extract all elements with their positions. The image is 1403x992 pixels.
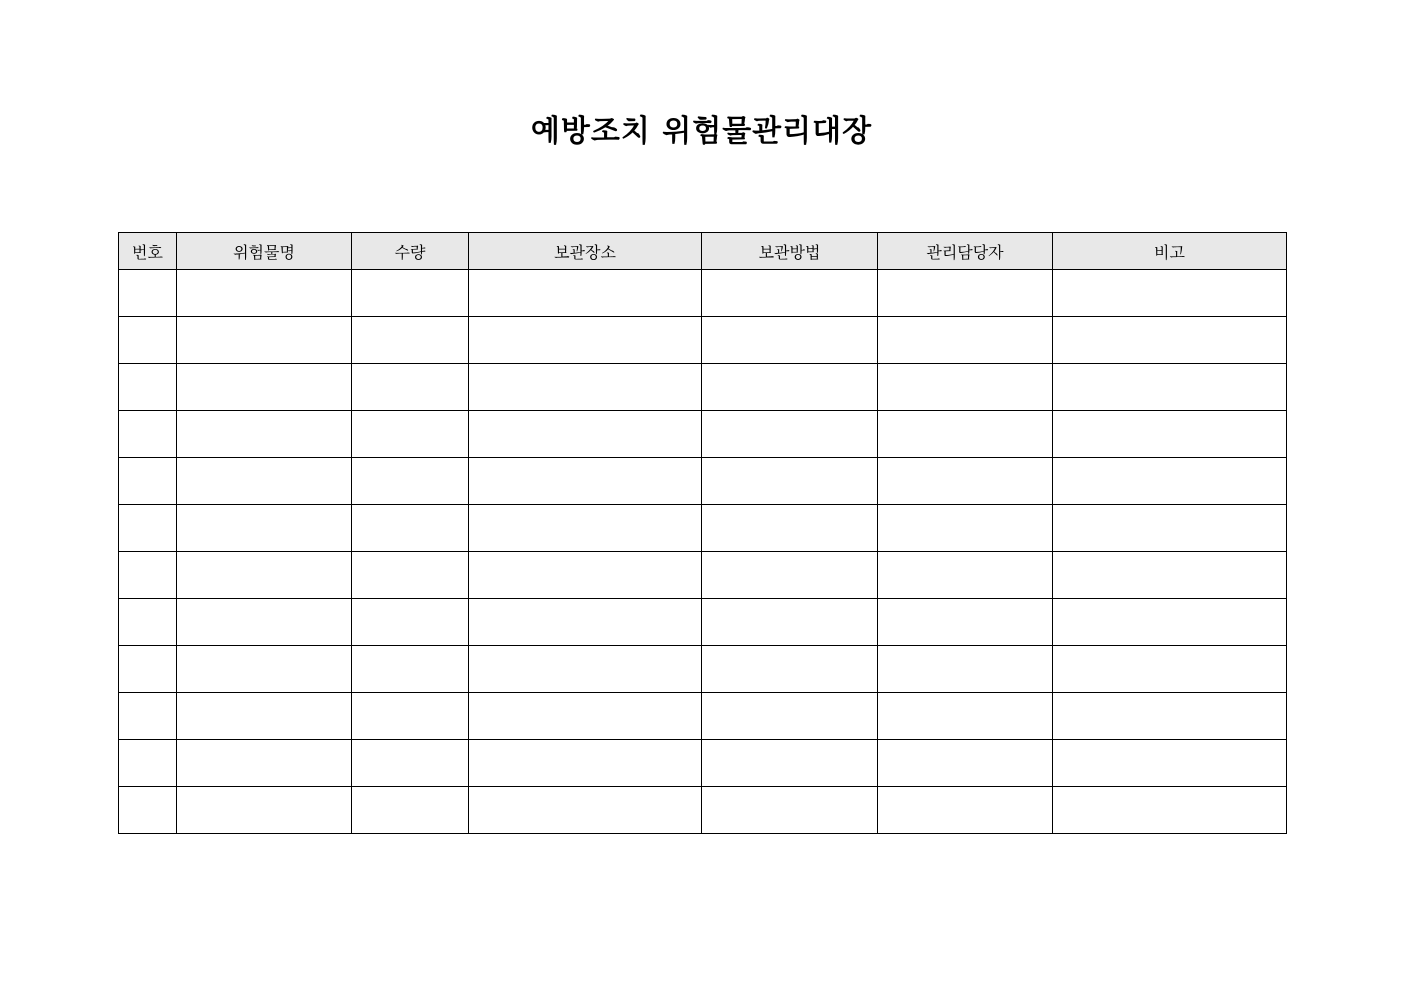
- cell-material-name[interactable]: [177, 552, 352, 599]
- cell-material-name[interactable]: [177, 411, 352, 458]
- cell-remarks[interactable]: [1053, 693, 1287, 740]
- cell-manager[interactable]: [878, 411, 1053, 458]
- cell-storage-location[interactable]: [469, 317, 702, 364]
- cell-quantity[interactable]: [352, 787, 469, 834]
- cell-number[interactable]: [119, 646, 177, 693]
- cell-quantity[interactable]: [352, 458, 469, 505]
- cell-quantity[interactable]: [352, 693, 469, 740]
- cell-remarks[interactable]: [1053, 787, 1287, 834]
- cell-remarks[interactable]: [1053, 599, 1287, 646]
- cell-material-name[interactable]: [177, 740, 352, 787]
- cell-material-name[interactable]: [177, 270, 352, 317]
- cell-quantity[interactable]: [352, 552, 469, 599]
- cell-remarks[interactable]: [1053, 317, 1287, 364]
- cell-quantity[interactable]: [352, 740, 469, 787]
- cell-storage-method[interactable]: [702, 787, 878, 834]
- table-row: [119, 411, 1287, 458]
- cell-quantity[interactable]: [352, 317, 469, 364]
- cell-manager[interactable]: [878, 599, 1053, 646]
- cell-storage-method[interactable]: [702, 693, 878, 740]
- cell-quantity[interactable]: [352, 599, 469, 646]
- cell-remarks[interactable]: [1053, 740, 1287, 787]
- cell-manager[interactable]: [878, 740, 1053, 787]
- cell-number[interactable]: [119, 411, 177, 458]
- cell-storage-method[interactable]: [702, 740, 878, 787]
- cell-quantity[interactable]: [352, 364, 469, 411]
- cell-storage-location[interactable]: [469, 599, 702, 646]
- cell-number[interactable]: [119, 693, 177, 740]
- cell-storage-location[interactable]: [469, 270, 702, 317]
- cell-material-name[interactable]: [177, 458, 352, 505]
- table-header-row: [119, 233, 1287, 270]
- cell-number[interactable]: [119, 270, 177, 317]
- cell-storage-method[interactable]: [702, 458, 878, 505]
- cell-number[interactable]: [119, 458, 177, 505]
- table-row: [119, 270, 1287, 317]
- cell-storage-method[interactable]: [702, 317, 878, 364]
- cell-storage-method[interactable]: [702, 505, 878, 552]
- cell-material-name[interactable]: [177, 693, 352, 740]
- cell-manager[interactable]: [878, 270, 1053, 317]
- cell-remarks[interactable]: [1053, 458, 1287, 505]
- cell-storage-location[interactable]: [469, 693, 702, 740]
- cell-remarks[interactable]: [1053, 552, 1287, 599]
- table-row: [119, 317, 1287, 364]
- cell-remarks[interactable]: [1053, 364, 1287, 411]
- cell-number[interactable]: [119, 364, 177, 411]
- cell-storage-location[interactable]: [469, 411, 702, 458]
- cell-number[interactable]: [119, 740, 177, 787]
- cell-storage-location[interactable]: [469, 552, 702, 599]
- table-row: [119, 505, 1287, 552]
- cell-manager[interactable]: [878, 646, 1053, 693]
- cell-material-name[interactable]: [177, 364, 352, 411]
- header-quantity: 수량: [352, 233, 469, 270]
- cell-manager[interactable]: [878, 317, 1053, 364]
- cell-remarks[interactable]: [1053, 270, 1287, 317]
- cell-storage-method[interactable]: [702, 411, 878, 458]
- cell-material-name[interactable]: [177, 317, 352, 364]
- cell-storage-method[interactable]: [702, 599, 878, 646]
- cell-storage-location[interactable]: [469, 458, 702, 505]
- cell-quantity[interactable]: [352, 411, 469, 458]
- cell-storage-method[interactable]: [702, 552, 878, 599]
- cell-remarks[interactable]: [1053, 411, 1287, 458]
- cell-quantity[interactable]: [352, 270, 469, 317]
- header-storage-method: 보관방법: [702, 233, 878, 270]
- table-row: [119, 787, 1287, 834]
- table-row: [119, 740, 1287, 787]
- cell-number[interactable]: [119, 552, 177, 599]
- cell-manager[interactable]: [878, 787, 1053, 834]
- table-row: [119, 693, 1287, 740]
- cell-number[interactable]: [119, 317, 177, 364]
- hazardous-materials-register-table: [118, 232, 1287, 834]
- table-row: [119, 646, 1287, 693]
- header-material-name: 위험물명: [177, 233, 352, 270]
- cell-number[interactable]: [119, 787, 177, 834]
- header-remarks: 비고: [1053, 233, 1287, 270]
- cell-material-name[interactable]: [177, 646, 352, 693]
- cell-storage-location[interactable]: [469, 787, 702, 834]
- cell-remarks[interactable]: [1053, 646, 1287, 693]
- page-title: 예방조치 위험물관리대장: [530, 114, 873, 149]
- cell-storage-method[interactable]: [702, 364, 878, 411]
- cell-storage-location[interactable]: [469, 740, 702, 787]
- cell-manager[interactable]: [878, 458, 1053, 505]
- cell-storage-location[interactable]: [469, 505, 702, 552]
- cell-manager[interactable]: [878, 364, 1053, 411]
- cell-material-name[interactable]: [177, 787, 352, 834]
- cell-manager[interactable]: [878, 693, 1053, 740]
- cell-manager[interactable]: [878, 552, 1053, 599]
- cell-quantity[interactable]: [352, 505, 469, 552]
- table-row: [119, 599, 1287, 646]
- cell-storage-method[interactable]: [702, 646, 878, 693]
- cell-remarks[interactable]: [1053, 505, 1287, 552]
- cell-number[interactable]: [119, 599, 177, 646]
- table-row: [119, 458, 1287, 505]
- header-manager: 관리담당자: [878, 233, 1053, 270]
- header-number: 번호: [119, 233, 177, 270]
- table-row: [119, 364, 1287, 411]
- cell-material-name[interactable]: [177, 599, 352, 646]
- cell-storage-method[interactable]: [702, 270, 878, 317]
- cell-storage-location[interactable]: [469, 646, 702, 693]
- cell-quantity[interactable]: [352, 646, 469, 693]
- cell-number[interactable]: [119, 505, 177, 552]
- header-storage-location: 보관장소: [469, 233, 702, 270]
- cell-material-name[interactable]: [177, 505, 352, 552]
- table-body: [119, 270, 1287, 834]
- cell-manager[interactable]: [878, 505, 1053, 552]
- table-row: [119, 552, 1287, 599]
- cell-storage-location[interactable]: [469, 364, 702, 411]
